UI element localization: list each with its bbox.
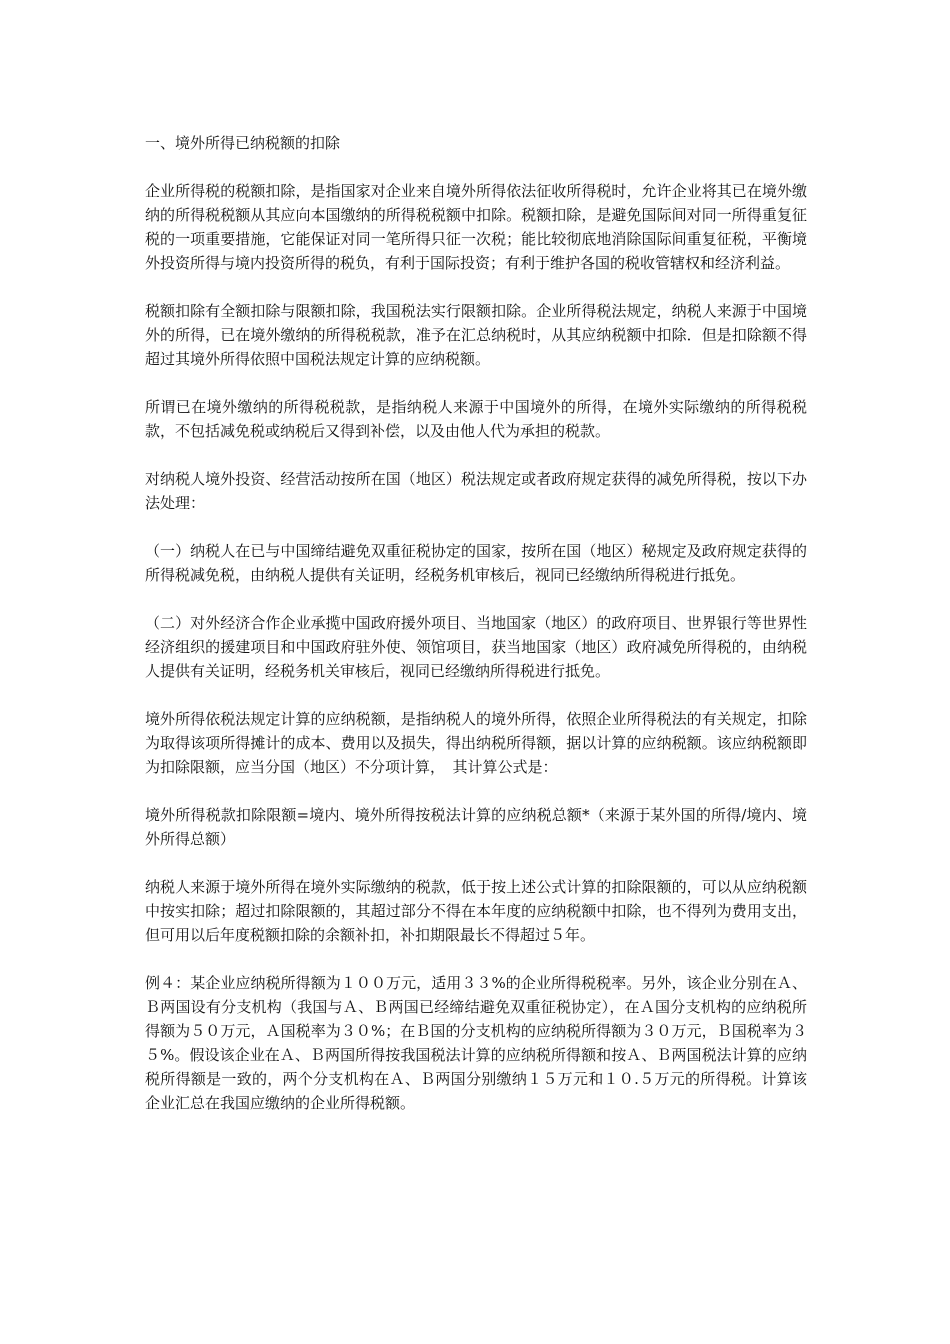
- paragraph-excess-credit: 纳税人来源于境外所得在境外实际缴纳的税款，低于按上述公式计算的扣除限额的，可以从应纳税额中按实扣除；超过扣除限额的，其超过部分不得在本年度的应纳税额中扣除，也不得列为费用支出，但可用以后年度税额扣除的余额补扣，补扣期限最长不得超过５年。: [145, 878, 807, 944]
- paragraph-foreign-tax-paid: 所谓已在境外缴纳的所得税税款，是指纳税人来源于中国境外的所得，在境外实际缴纳的所得税税款，不包括减免税或纳税后又得到补偿，以及由他人代为承担的税款。: [145, 398, 807, 440]
- paragraph-item-one: （一）纳税人在已与中国缔结避免双重征税协定的国家，按所在国（地区）秘规定及政府规定获得的所得税减免税，由纳税人提供有关证明，经税务机审核后，视同已经缴纳所得税进行抵免。: [145, 542, 807, 584]
- paragraph-tax-credit-definition: 企业所得税的税额扣除，是指国家对企业来自境外所得依法征收所得税时，允许企业将其已在境外缴纳的所得税税额从其应向本国缴纳的所得税税额中扣除。税额扣除，是避免国际间对同一所得重复征税的一项重要措施，它能保证对同一笔所得只征一次税；能比较彻底地消除国际间重复征税，平衡境外投资所得与境内投资所得的税负，有利于国际投资；有利于维护各国的税收管辖权和经济利益。: [145, 182, 807, 272]
- paragraph-item-two: （二）对外经济合作企业承揽中国政府援外项目、当地国家（地区）的政府项目、世界银行等世界性经济组织的援建项目和中国政府驻外使、领馆项目，获当地国家（地区）政府减免所得税的，由纳税人提供有关证明，经税务机关审核后，视同已经缴纳所得税进行抵免。: [145, 614, 807, 680]
- paragraph-limited-credit: 税额扣除有全额扣除与限额扣除，我国税法实行限额扣除。企业所得税法规定，纳税人来源于中国境外的所得，已在境外缴纳的所得税税款，准予在汇总纳税时，从其应纳税额中扣除．但是扣除额不得超过其境外所得依照中国税法规定计算的应纳税额。: [145, 302, 807, 368]
- paragraph-formula: 境外所得税款扣除限额=境内、境外所得按税法计算的应纳税总额*（来源于某外国的所得/境内、境外所得总额）: [145, 806, 807, 848]
- section-heading: 一、境外所得已纳税额的扣除: [145, 134, 341, 152]
- paragraph-reduction-handling: 对纳税人境外投资、经营活动按所在国（地区）税法规定或者政府规定获得的减免所得税，按以下办法处理：: [145, 470, 807, 512]
- paragraph-example-4: 例４：某企业应纳税所得额为１００万元，适用３３%的企业所得税税率。另外，该企业分别在Ａ、Ｂ两国设有分支机构（我国与Ａ、Ｂ两国已经缔结避免双重征税协定），在Ａ国分支机构的应纳税所得额为５０万元，Ａ国税率为３０%；在Ｂ国的分支机构的应纳税所得额为３０万元，Ｂ国税率为３５%。假设该企业在Ａ、Ｂ两国所得按我国税法计算的应纳税所得额和按Ａ、Ｂ两国税法计算的应纳税所得额是一致的，两个分支机构在Ａ、Ｂ两国分别缴纳１５万元和１０.５万元的所得税。计算该企业汇总在我国应缴纳的企业所得税额。: [145, 974, 807, 1112]
- paragraph-credit-limit: 境外所得依税法规定计算的应纳税额，是指纳税人的境外所得，依照企业所得税法的有关规定，扣除为取得该项所得摊计的成本、费用以及损失，得出纳税所得额，据以计算的应纳税额。该应纳税额即为扣除限额，应当分国（地区）不分项计算， 其计算公式是：: [145, 710, 807, 776]
